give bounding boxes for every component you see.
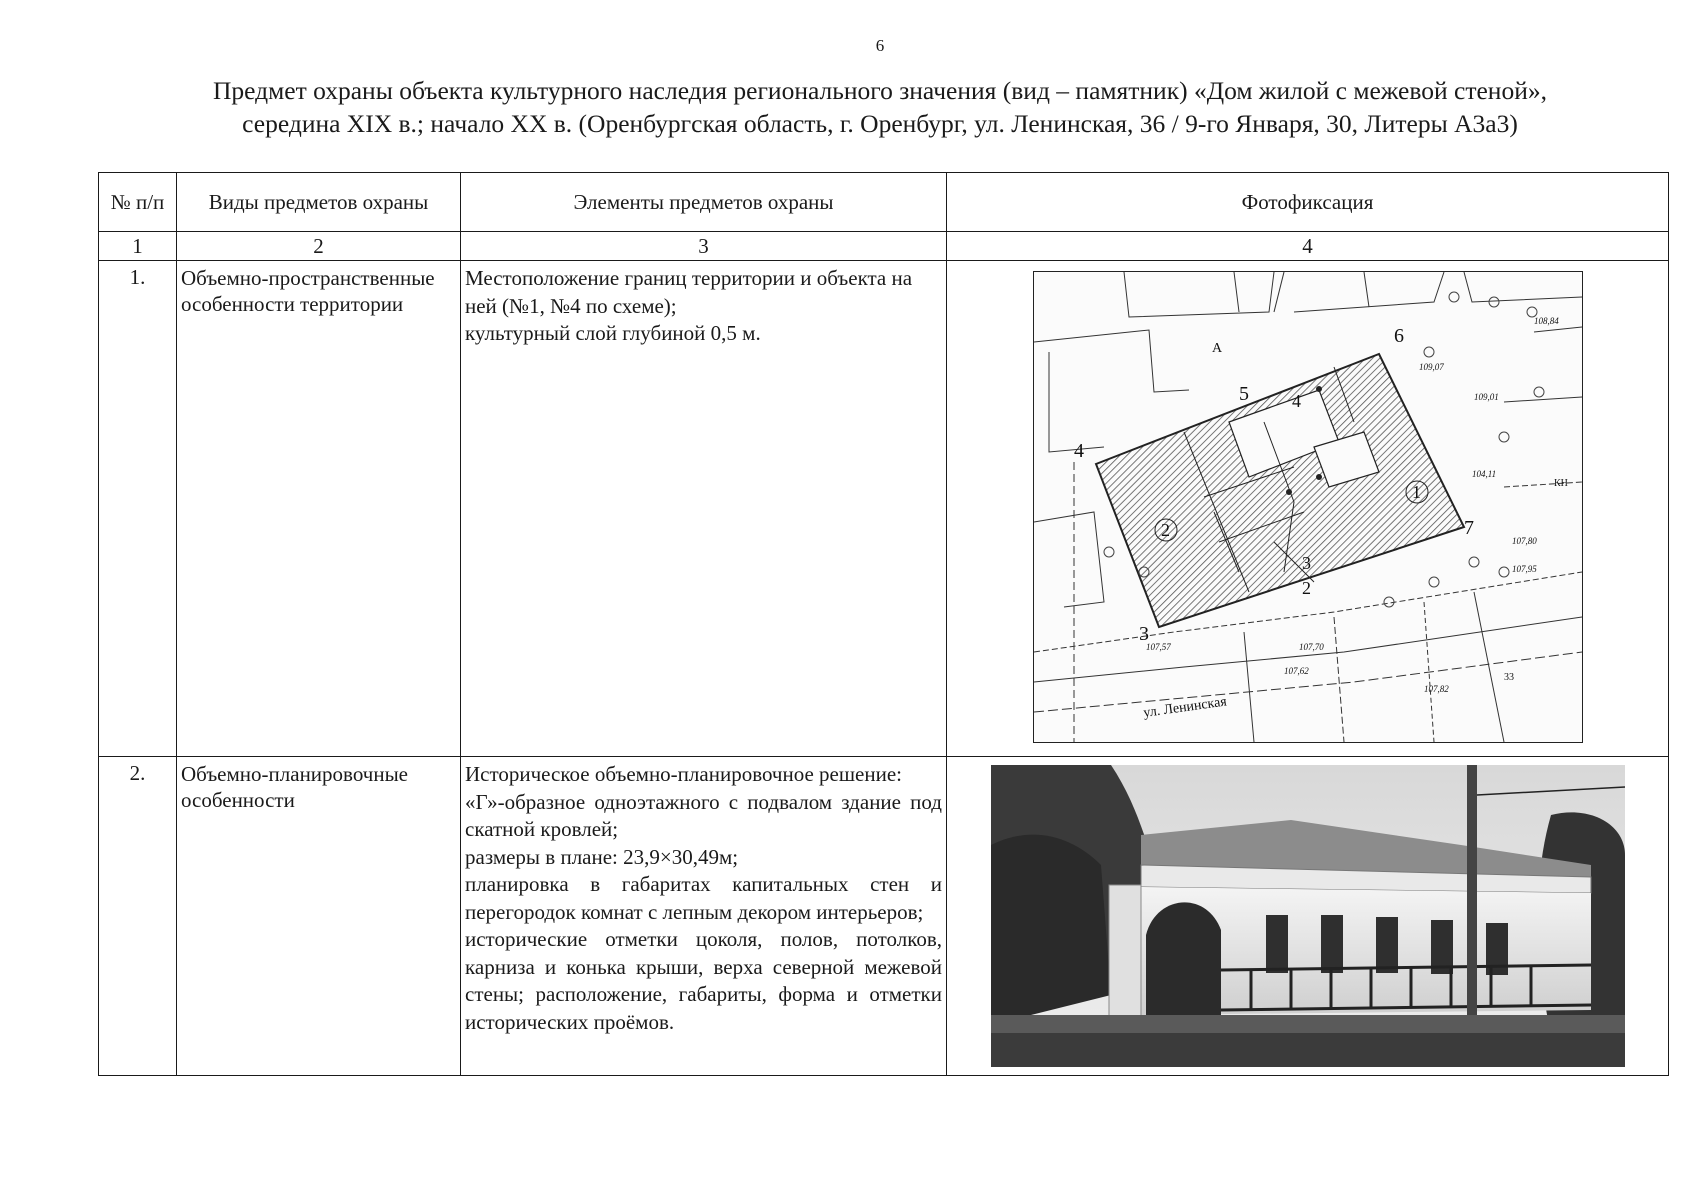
col-number: 3 [461,232,947,261]
element-line: размеры в плане: 23,9×30,49м; [465,844,739,869]
element-line: исторические отметки цоколя, полов, потолков, карниза и конька крыши, верха северной межевой стены; расположение, габариты, форма и отметки исторических проёмов. [465,927,942,1034]
col-number: 1 [99,232,177,261]
plan-elevation-mark: 104,11 [1471,469,1496,479]
plan-point-label: 5 [1238,383,1249,405]
plan-point-label: 4 [1291,391,1301,411]
col-number: 2 [177,232,461,261]
plan-elevation-mark: 109,07 [1418,362,1444,372]
photo-cell [947,757,1669,1076]
header-elements: Элементы предметов охраны [461,173,947,232]
row-kind: Объемно-пространственные особенности территории [177,261,461,757]
element-line: Историческое объемно-планировочное решение: [465,762,902,786]
row-number: 2. [99,757,177,1076]
element-line: планировка в габаритах капитальных стен и перегородок комнат с лепным декором интерьеров; [465,872,942,924]
header-photo: Фотофиксация [947,173,1669,232]
plan-elevation-mark: 109,01 [1473,392,1499,402]
title-line-2: середина XIX в.; начало XX в. (Оренбургская область, г. Оренбург, ул. Ленинская, 36 / 9-го Января, 30, Литеры А3а3) [242,109,1518,138]
title-line-1: Предмет охраны объекта культурного наследия регионального значения (вид – памятник) «Дом жилой с межевой стеной», [213,76,1547,105]
row-elements [461,757,947,1076]
building-facade-photo [991,765,1625,1067]
plan-elevation-mark: 107,57 [1145,642,1171,652]
header-num: № п/п [99,173,177,232]
plan-elevation-mark: 107,62 [1283,666,1309,676]
row-number: 1. [99,261,177,757]
plan-elevation-mark: 107,95 [1511,564,1537,574]
row-kind: Объемно-планировочные особенности [177,757,461,1076]
plan-point-label: 7 [1463,517,1474,539]
plan-letter-label: А [1211,341,1222,356]
plan-small-label: КН [1553,478,1568,489]
plan-zone-label: 1 [1411,482,1421,502]
header-kind: Виды предметов охраны [177,173,461,232]
plan-small-label: 33 [1503,672,1514,683]
table-row [99,757,1669,1076]
plan-point-label: 3 [1301,553,1311,573]
plan-elevation-mark: 108,84 [1533,316,1559,326]
document-title [110,74,1650,140]
plan-point-label: 4 [1073,440,1084,462]
element-line: Местоположение границ территории и объекта на ней (№1, №4 по схеме); [465,266,913,318]
plan-point-label: 3 [1138,623,1149,645]
column-number-row [99,232,1669,261]
site-plan-figure [1033,271,1583,743]
header-row [99,173,1669,232]
plan-point-label: 2 [1301,578,1311,598]
element-line: «Г»-образное одноэтажного с подвалом здание под скатной кровлей; [465,789,942,841]
plan-street-label: ул. Ленинская [1141,694,1228,721]
plan-elevation-mark: 107,80 [1511,536,1537,546]
col-number: 4 [947,232,1669,261]
page-number: 6 [875,36,885,55]
row-elements [461,261,947,757]
table-row [99,261,1669,757]
plan-elevation-mark: 107,82 [1423,684,1449,694]
element-line: культурный слой глубиной 0,5 м. [465,321,761,345]
plan-zone-label: 2 [1160,520,1170,540]
plan-point-label: 6 [1393,325,1404,347]
protection-table [98,172,1669,1076]
plan-elevation-mark: 107,70 [1298,642,1324,652]
photo-cell [947,261,1669,757]
